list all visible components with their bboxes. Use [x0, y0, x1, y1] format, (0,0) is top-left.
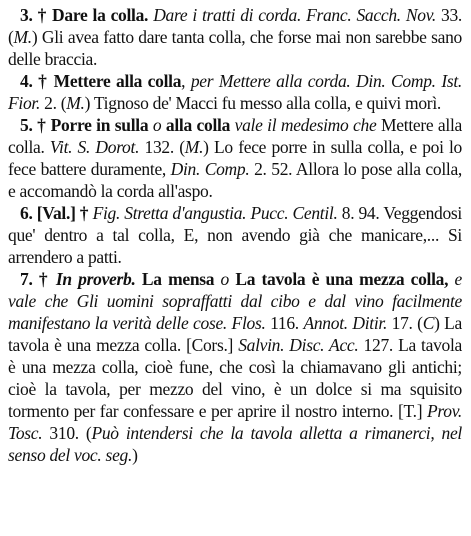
entry-text-segment: La mensa	[135, 269, 221, 289]
entry-text-segment: In proverb.	[55, 269, 136, 289]
entry-text-segment: M.	[184, 137, 204, 157]
entry-text-segment: Può intendersi che la tavola alletta a rimanerci, nel senso del voc. seg.	[8, 423, 462, 465]
entry-text-segment: )	[132, 445, 138, 465]
entry-text-segment: 4. † Mettere alla colla	[20, 71, 182, 91]
entry-text-segment: 2. (	[40, 93, 67, 113]
entry-text-segment: Prov. Tosc.	[8, 401, 462, 443]
entry-4	[8, 70, 462, 114]
entry-text-segment: 7. †	[20, 269, 56, 289]
entry-text-segment: 310. (	[42, 423, 92, 443]
entry-text-segment: 3. † Dare la colla.	[20, 5, 154, 25]
entry-text-segment: 8. 94. Veggendosi que' dentro a tal colla, E, non avendo già che manicare,... Si arrendero a patti.	[8, 203, 462, 267]
entry-text-segment: C	[422, 313, 435, 333]
entry-text-segment: 127. La tavola è una mezza colla, cioè fune, che così la chiamavano gli antichi; cioè la tavola, per mezzo del vino, è un dolce si ma squisito tormento per far confessare e per aprire il nostro interno. [T.]	[8, 335, 463, 421]
entry-text-segment: Mettere alla colla.	[8, 115, 462, 157]
entry-5	[8, 114, 462, 202]
entry-text-segment: ,	[181, 71, 191, 91]
entry-text-segment: La tavola è una mezza colla,	[229, 269, 455, 289]
entry-text-segment: M.	[66, 93, 85, 113]
entry-3	[8, 4, 462, 70]
entry-text-segment: vale il medesimo che	[234, 115, 377, 135]
entry-text-segment: 132. (	[139, 137, 185, 157]
entry-text-segment: ) La tavola è una mezza colla. [Cors.]	[8, 313, 463, 355]
entry-text-segment: per Mettere alla corda. Din. Comp. Ist. Fior.	[8, 71, 463, 113]
entry-text-segment: ) Tignoso de' Macci fu messo alla colla, e quivi morì.	[84, 93, 441, 113]
entry-text-segment: Fig. Stretta d'angustia. Pucc. Centil.	[92, 203, 338, 223]
entry-7	[8, 268, 462, 466]
entry-text-segment: 17. (	[387, 313, 423, 333]
entry-text-segment: Din. Comp.	[170, 159, 250, 179]
entry-text-segment: 6. [Val.] †	[20, 203, 93, 223]
entry-text-segment: ) Lo fece porre in sulla colla, e poi lo fece battere duramente,	[8, 137, 463, 179]
entry-text-segment: 5. † Porre in sulla	[20, 115, 153, 135]
entry-text-segment: M.	[13, 27, 32, 47]
entry-text-segment: 2. 52. Allora lo pose alla colla, e accomandò la corda all'aspo.	[8, 159, 463, 201]
entry-text-segment: 116.	[265, 313, 304, 333]
entry-text-segment: Dare i tratti di corda. Franc. Sacch. Nov.	[153, 5, 436, 25]
entry-text-segment: e vale che Gli uomini sopraffatti dal cibo e dal vino facilmente manifestano la verità delle cose. Flos.	[8, 269, 462, 333]
entry-text-segment: ) Gli avea fatto dare tanta colla, che forse mai non sarebbe sano delle braccia.	[8, 27, 462, 69]
entry-text-segment: 33. (	[8, 5, 462, 47]
entry-text-segment: Vit. S. Dorot.	[49, 137, 140, 157]
entry-text-segment: o	[220, 269, 229, 289]
entry-6	[8, 202, 462, 268]
entry-text-segment: Annot. Ditir.	[303, 313, 388, 333]
entry-text-segment: o	[152, 115, 162, 135]
entry-text-segment: alla colla	[161, 115, 235, 135]
entry-text-segment: Salvin. Disc. Acc.	[238, 335, 359, 355]
